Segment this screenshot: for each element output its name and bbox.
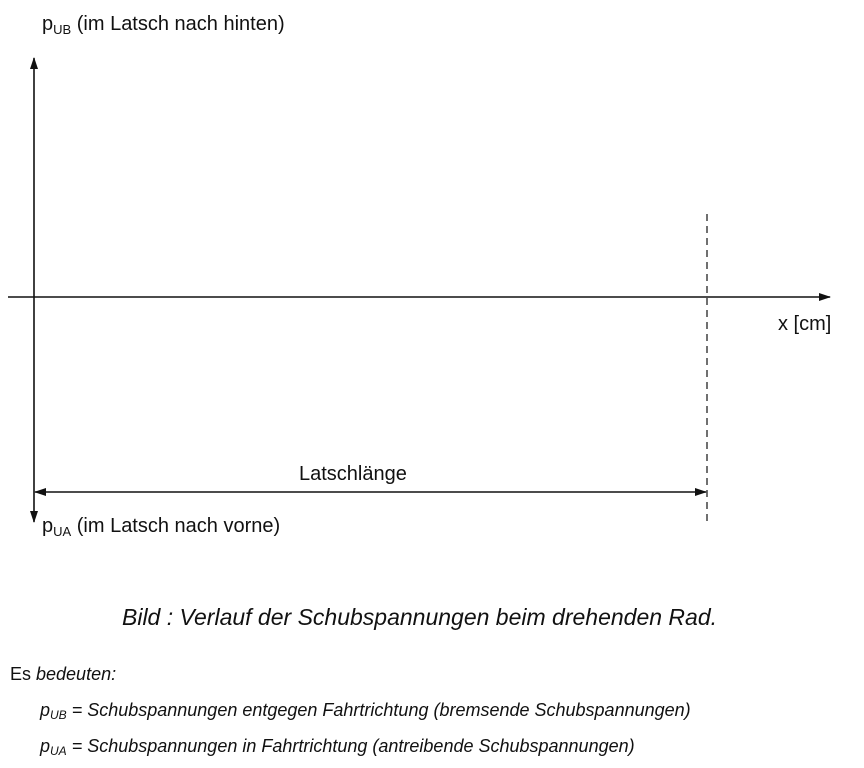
y-axis-bottom-text: (im Latsch nach vorne) — [71, 515, 281, 537]
legend-item-symbol: p — [40, 736, 51, 756]
contact-length-label: Latschlänge — [299, 463, 407, 485]
legend-item — [40, 700, 691, 721]
y-axis-top-label — [42, 13, 285, 37]
legend-item-subscript: UA — [50, 744, 67, 758]
legend-item — [40, 736, 635, 757]
y-axis-top-subscript: UB — [53, 22, 72, 37]
legend-item-subscript: UB — [50, 708, 67, 722]
legend-intro-italic: bedeuten: — [36, 664, 117, 684]
x-axis-label: x [cm] — [778, 313, 832, 335]
legend-intro-plain: Es — [10, 664, 37, 684]
legend-intro — [10, 664, 116, 685]
legend-item-text: = Schubspannungen entgegen Fahrtrichtung (bremsende Schubspannungen) — [66, 700, 691, 720]
legend-item-text: = Schubspannungen in Fahrtrichtung (antreibende Schubspannungen) — [66, 736, 635, 756]
y-axis-bottom-subscript: UA — [53, 524, 72, 539]
legend-item-symbol: p — [40, 700, 51, 720]
y-axis-top-text: (im Latsch nach hinten) — [71, 13, 285, 35]
y-axis-top-symbol: p — [42, 13, 54, 35]
y-axis-bottom-symbol: p — [42, 515, 54, 537]
y-axis-bottom-label — [42, 515, 281, 539]
figure-caption: Bild : Verlauf der Schubspannungen beim drehenden Rad. — [122, 604, 718, 630]
